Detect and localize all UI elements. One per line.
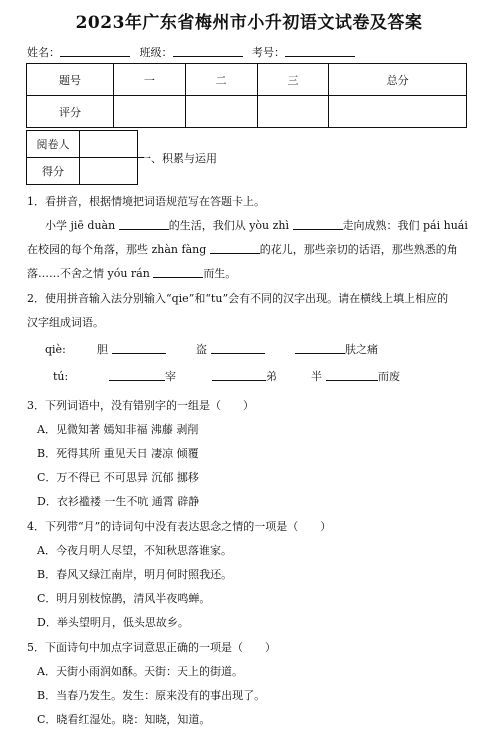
tu-label: tú: [53,370,69,383]
tu-char-1: 宰 [165,370,176,383]
q2-tu-row [53,368,400,384]
class-label: 班级： [139,46,173,59]
q5-option-b[interactable]: B．当春乃发生。发生：原来没有的事出现了。 [37,689,266,702]
score-label: 得分 [27,158,80,185]
section-1-title: 一、积累与运用 [140,152,217,165]
q1-blank-4[interactable] [210,242,260,254]
q1-line-1 [45,217,468,233]
tu-blank-1[interactable] [109,369,165,381]
q3-stem: 3．下列词语中，没有错别字的一组是（ ） [27,399,254,412]
q4-option-a[interactable]: A．今夜月明人尽望，不知秋思落谁家。 [37,544,232,557]
q2-stem-line-1: 2．使用拼音输入法分别输入“qie”和“tu”会有不同的汉字出现。请在横线上填上相应的 [27,292,449,305]
q1-text: 而生。 [203,267,237,280]
page-title: 2023年广东省梅州市小升初语文试卷及答案 [75,13,423,33]
q1-text: 小学 jiē duàn [45,219,119,232]
q1-stem: 1．看拼音，根据情境把词语规范写在答题卡上。 [27,195,265,208]
qie-char-2: 盗 [196,343,207,356]
score-cell[interactable] [114,96,186,128]
q1-line-2 [27,241,458,257]
score-cell[interactable] [257,96,329,128]
reviewer-label: 阅卷人 [27,131,80,158]
tu-char-2: 弟 [266,370,277,383]
score-cell[interactable] [185,96,257,128]
qie-char-3: 肤之痛 [345,343,378,356]
q1-line-3 [27,265,236,281]
q1-text: 在校园的每个角落，那些 zhàn fàng [27,243,210,256]
name-blank[interactable] [60,45,130,57]
q1-blank-2[interactable] [293,218,343,230]
q1-text: 的花儿，那些亲切的话语，那些熟悉的角 [259,243,458,256]
exam-no-blank[interactable] [285,45,355,57]
grader-table [26,130,138,185]
q1-text: 落……不舍之情 yóu rán [27,267,154,280]
qie-char-1: 胆 [97,343,108,356]
score-header-1: 一 [114,64,186,96]
class-blank[interactable] [173,45,243,57]
score-header-3: 三 [257,64,329,96]
q3-option-d[interactable]: D．衣衫褴褛 一生不吭 通霄 辟静 [37,495,200,508]
qie-blank-1[interactable] [112,342,166,354]
tu-char-4: 而废 [378,370,400,383]
q2-qie-row [45,341,378,357]
score-table [26,63,467,128]
q1-blank-1[interactable] [119,218,169,230]
tu-blank-3[interactable] [326,369,378,381]
q1-text: 的生活，我们从 yòu zhì [168,219,293,232]
score-header-question: 题号 [27,64,114,96]
qie-label: qiè: [45,343,66,356]
tu-blank-2[interactable] [212,369,266,381]
score-header-2: 二 [185,64,257,96]
q2-stem-line-2: 汉字组成词语。 [27,316,104,329]
q5-option-a[interactable]: A．天街小雨润如酥。天街：天上的街道。 [37,665,243,678]
name-label: 姓名： [27,46,60,59]
score-cell[interactable] [329,96,467,128]
q3-option-b[interactable]: B．死得其所 重见天日 凄凉 倾覆 [37,447,199,460]
q3-option-c[interactable]: C．万不得已 不可思异 沉郁 挪移 [37,471,199,484]
q1-text: 走向成熟：我们 pái huái [342,219,468,232]
q5-option-c[interactable]: C．晓看红湿处。晓：知晓，知道。 [37,713,211,726]
exam-no-label: 考号： [252,46,285,59]
q4-option-d[interactable]: D．举头望明月，低头思故乡。 [37,616,189,629]
q4-option-c[interactable]: C．明月别枝惊鹊，清风半夜鸣蝉。 [37,592,211,605]
qie-blank-3[interactable] [295,342,345,354]
q4-option-b[interactable]: B．春风又绿江南岸，明月何时照我还。 [37,568,233,581]
grader-score-cell[interactable] [80,158,138,185]
score-header-total: 总分 [329,64,467,96]
score-row-label: 评分 [27,96,114,128]
q5-stem: 5．下面诗句中加点字词意思正确的一项是（ ） [27,641,276,654]
q3-option-a[interactable]: A．见微知著 嫣知非福 沸藤 剥削 [37,423,199,436]
student-info-line [27,44,355,60]
qie-blank-2[interactable] [211,342,265,354]
tu-char-3: 半 [311,370,322,383]
q1-blank-5[interactable] [153,266,203,278]
q4-stem: 4．下列带“月”的诗词句中没有表达思念之情的一项是（ ） [27,520,332,533]
reviewer-cell[interactable] [80,131,138,158]
